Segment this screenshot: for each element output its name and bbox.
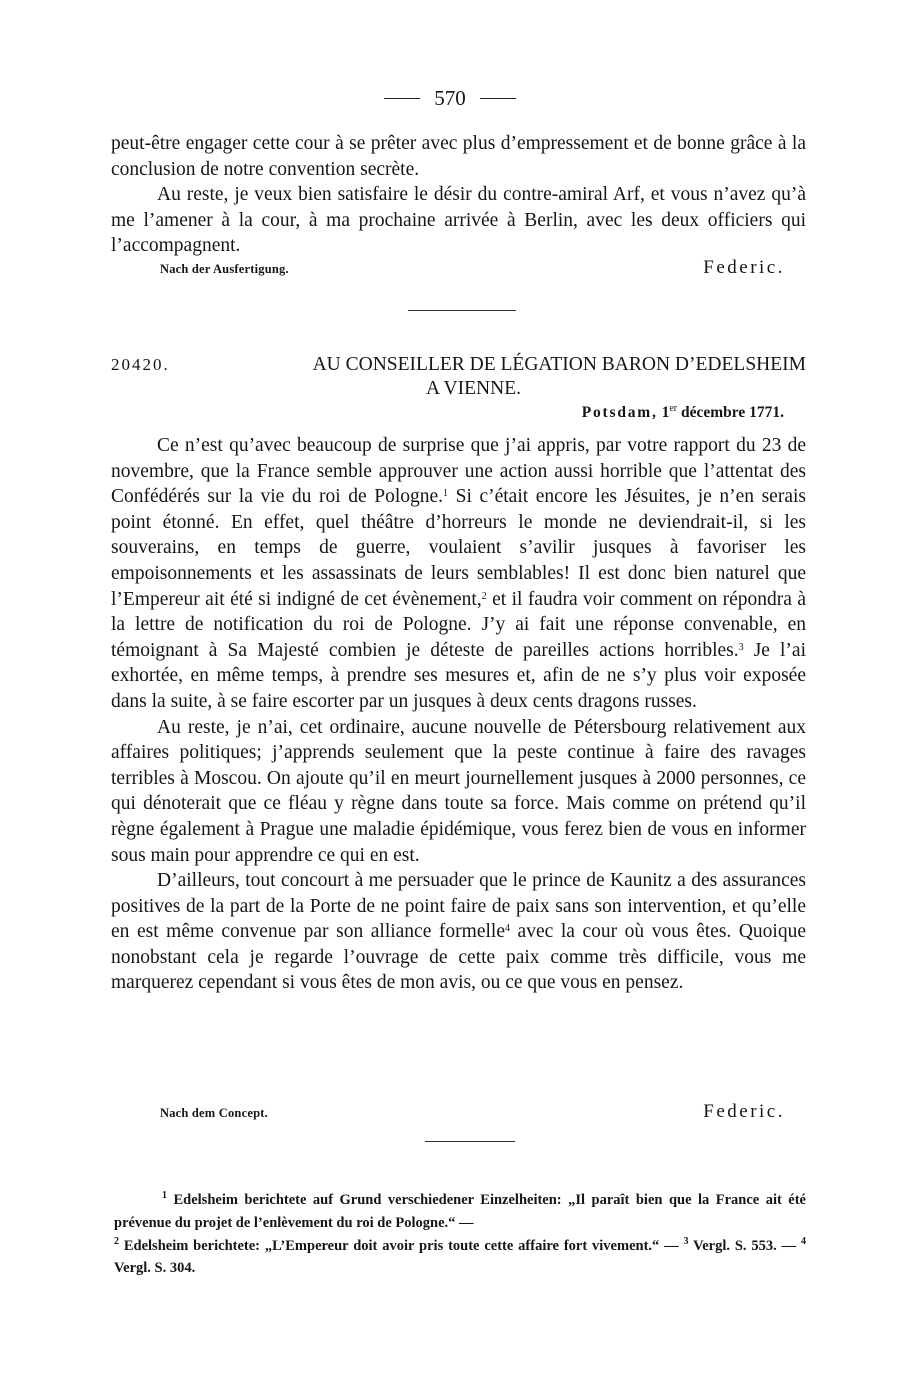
footnote-marker-2: 2 <box>481 590 487 602</box>
letter1-signature: Federic. <box>703 257 785 278</box>
page-header <box>0 86 900 111</box>
letter2-p3-part-b: avec la cour où vous êtes. Quoique nonobstant cela je regarde l’ouvrage de cette paix comme très difficile, vous me marquerez cependant si vous êtes de mon avis, ou ce que vous en pensez. <box>111 921 807 994</box>
letter2-signature: Federic. <box>703 1101 785 1122</box>
page-number: 570 <box>434 86 466 110</box>
footnote-3-marker: 3 <box>683 1235 689 1247</box>
letter1-source: Nach der Ausfertigung. <box>160 262 289 276</box>
footnote-1 <box>114 1189 806 1235</box>
letter2-paragraph-1 <box>111 433 806 715</box>
letter2-p1-part-c: et il faudra voir comment on répondra à la lettre de notification du roi de Pologne. J’y ai fait une réponse convenable, en témoignant à Sa Majesté combien je déteste de pareilles actions horribles. <box>111 588 807 661</box>
letter1-paragraph-2: Au reste, je veux bien satisfaire le désir du contre-amiral Arf, et vous n’avez qu’à me l’amener à la cour, à ma prochaine arrivée à Berlin, avec les deux officiers qui l’accompagnent. <box>111 184 806 257</box>
letter1-paragraph-1: peut-être engager cette cour à se prêter avec plus d’empressement et de bonne grâce à la conclusion de notre convention secrète. <box>111 133 806 180</box>
letter2-number: 20420. <box>111 355 170 374</box>
footnote-2-4 <box>114 1235 806 1281</box>
letter2-p1-part-a: Ce n’est qu’avec beaucoup de surprise que j’ai appris, par votre rapport du 23 de novembre, que la France semble approuver une action aussi horrible que l’attentat des Confédérés sur la vie du roi de Pologne. <box>111 435 806 508</box>
letter2-body <box>111 433 806 996</box>
letter1-signature-row <box>160 257 785 279</box>
letter2-p1-part-b: Si c’était encore les Jésuites, je n’en serais point étonné. En effet, quel théâtre d’horreurs le monde ne deviendrait-il, si les souverains, en temps de guerre, voulaient s’avilir jusques à favoriser les empoisonnements et les assassinats de leurs semblables! Il est donc bien naturel que l’Empereur ait été si indigné de cet évènement, <box>111 486 806 610</box>
footnote-4-marker: 4 <box>801 1235 807 1247</box>
letter2-paragraph-3 <box>111 868 806 996</box>
letter2-p3-part-a: D’ailleurs, tout concourt à me persuader que le prince de Kaunitz a des assurances positives de la part de la Porte de ne point faire de paix sans son intervention, et qu’elle en est même convenue par son alliance formelle <box>111 870 806 943</box>
footnote-2-marker: 2 <box>114 1235 119 1247</box>
letter2-signature-row <box>160 1101 785 1123</box>
letter2-dateline <box>582 404 784 422</box>
letter2-place: Potsdam, <box>581 404 658 421</box>
letter2-title-line2: A VIENNE. <box>426 378 521 399</box>
footnote-marker-1: 1 <box>443 488 449 500</box>
letter2-source: Nach dem Concept. <box>160 1106 268 1120</box>
letter2-heading <box>111 353 806 401</box>
letter2-date-rest: décembre 1771. <box>680 404 784 421</box>
letter2-title-line1: AU CONSEILLER DE LÉGATION BARON D’EDELSHEIM <box>312 354 806 375</box>
separator-rule-1 <box>408 310 516 311</box>
letter2-date-day: 1 <box>661 404 670 421</box>
footnote-1-text: Edelsheim berichtete auf Grund verschiedener Einzelheiten: „Il paraît bien que la France ait été prévenue du projet de l’enlèvement du roi de Pologne.“ — <box>114 1192 806 1231</box>
footnote-marker-3: 3 <box>738 641 744 653</box>
footnotes <box>114 1189 806 1280</box>
letter2-date-sup: er <box>669 403 678 414</box>
header-dash-right <box>480 98 516 99</box>
footnote-4-text: Vergl. S. 304. <box>114 1260 196 1277</box>
letter2-p1-part-d: Je l’ai exhortée, en même temps, à prendre ses mesures et, afin de ne s’y plus voir exposée dans la suite, à se faire escorter par un jusques à deux cents dragons russes. <box>111 639 806 712</box>
letter1-body <box>111 131 806 259</box>
footnote-3-text: Vergl. S. 553. — <box>693 1237 797 1254</box>
footnote-marker-4: 4 <box>504 923 510 935</box>
separator-rule-2 <box>425 1141 515 1142</box>
header-dash-left <box>384 98 420 99</box>
letter2-paragraph-2: Au reste, je n’ai, cet ordinaire, aucune nouvelle de Pétersbourg relativement aux affaires politiques; j’apprends seulement que la peste continue à faire des ravages terribles à Moscou. On ajoute qu’il en meurt journellement jusques à 2000 personnes, ce qui dénoterait que ce fléau y règne dans toute sa force. Mais comme on prétend qu’il règne également à Prague une maladie épidémique, vous ferez bien de vous en informer sous main pour apprendre ce qui en est. <box>111 716 806 866</box>
footnote-1-marker: 1 <box>162 1190 167 1201</box>
footnote-2-text: Edelsheim berichtete: „L’Empereur doit avoir pris toute cette affaire fort vivement.“ — <box>123 1237 679 1254</box>
